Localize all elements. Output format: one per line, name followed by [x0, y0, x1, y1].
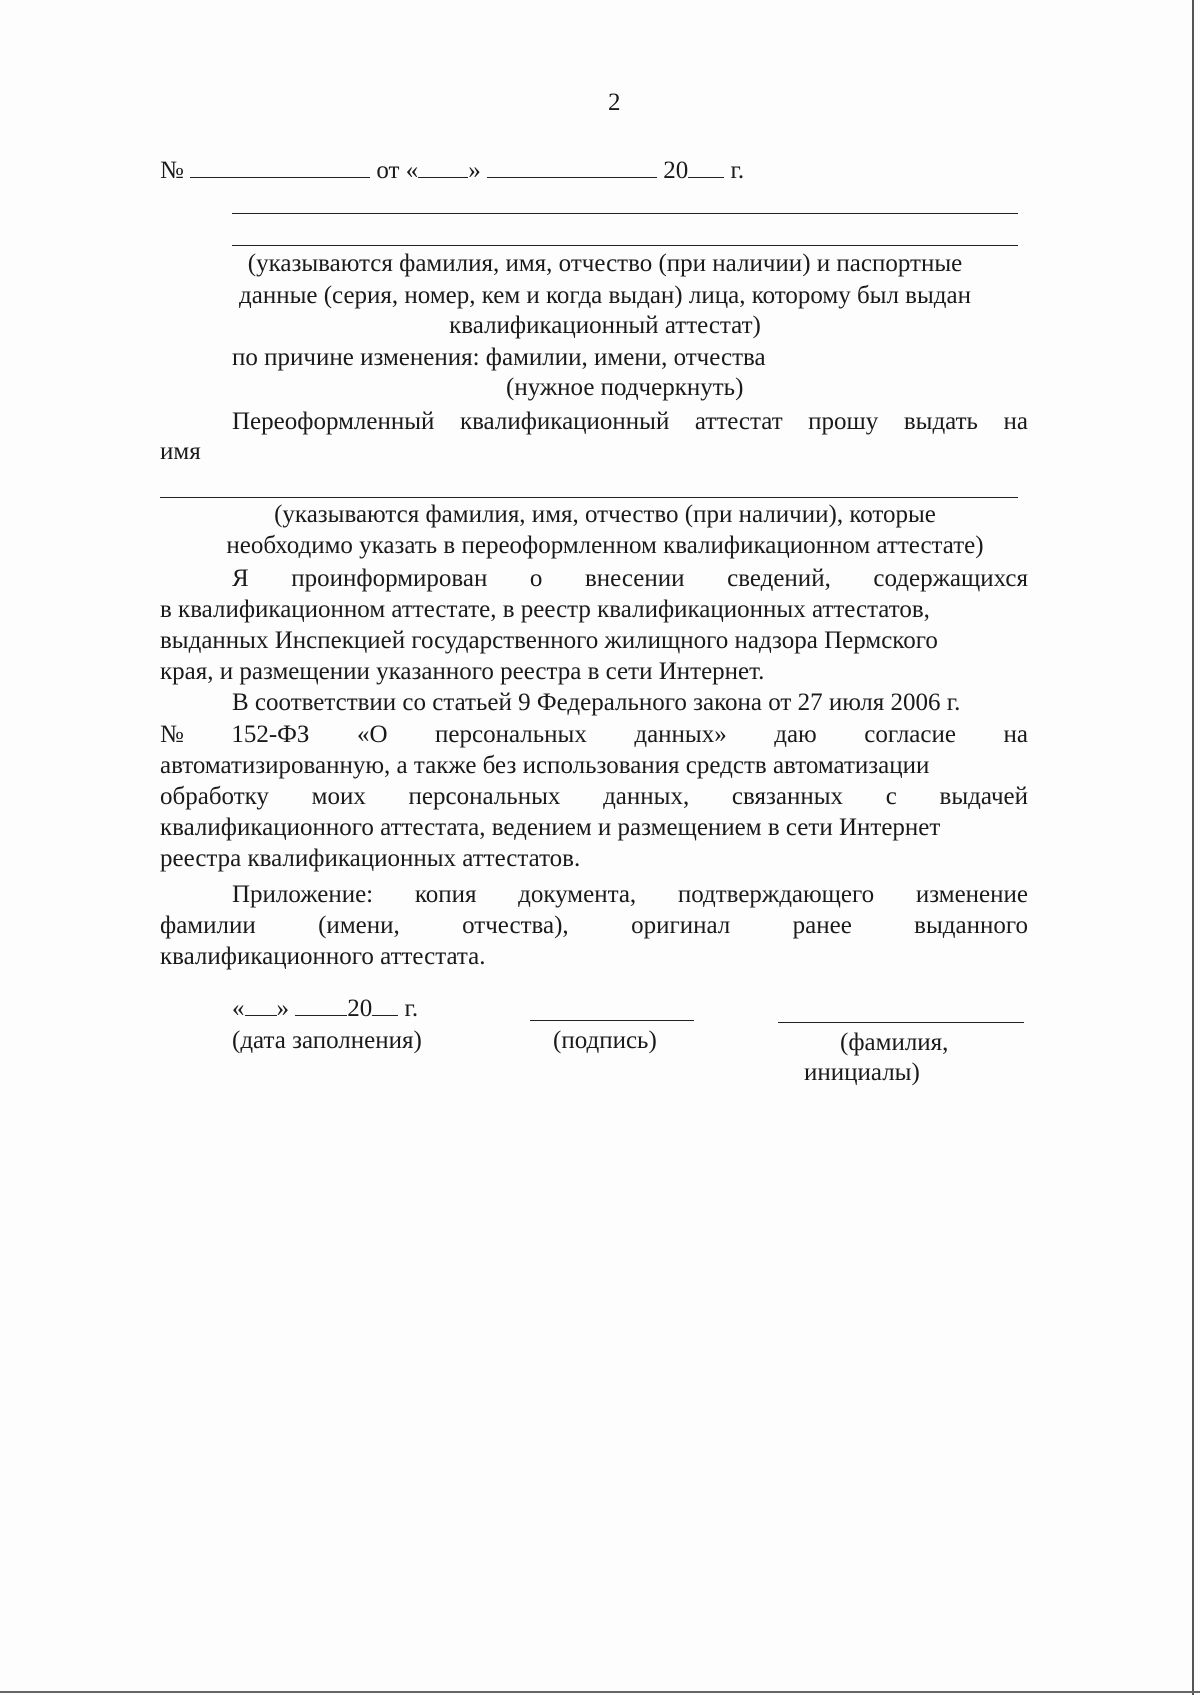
word: данных» — [634, 721, 727, 748]
year-suffix: г. — [404, 995, 419, 1022]
word: Переоформленный — [232, 408, 435, 435]
scan-edge-right — [1192, 0, 1194, 1695]
word: выдать — [903, 408, 978, 435]
word: копия — [414, 881, 477, 908]
name-label-line-2: инициалы) — [804, 1059, 920, 1086]
year-blank — [688, 155, 724, 178]
word: 152-ФЗ — [231, 721, 310, 748]
consent-line-1: В соответствии со статьей 9 Федерального закона от 27 июля 2006 г. — [232, 689, 961, 716]
word: оригинал — [631, 912, 731, 939]
year-prefix: 20 — [663, 157, 689, 184]
consent-line-3: автоматизированную, а также без использования средств автоматизации — [160, 752, 930, 779]
word: данных, — [603, 783, 690, 810]
name-label-line-1: (фамилия, — [840, 1029, 949, 1056]
word: с — [885, 783, 897, 810]
word: внесении — [584, 565, 685, 592]
consent-line-5: квалификационного аттестата, ведением и размещением в сети Интернет — [160, 814, 941, 841]
applicant-caption-line-1: (указываются фамилия, имя, отчество (при наличии) и паспортные — [247, 250, 963, 277]
applicant-line-1 — [232, 213, 1018, 214]
word: Приложение: — [232, 881, 374, 908]
word: сведений, — [727, 565, 831, 592]
word: о — [529, 565, 543, 592]
new-name-line — [160, 497, 1018, 498]
from-prefix: от « — [376, 157, 419, 184]
full-name-line — [778, 1022, 1024, 1023]
applicant-caption-line-3: квалификационный аттестат) — [449, 312, 761, 339]
fill-month-blank — [295, 993, 347, 1016]
informed-line-2: в квалификационном аттестате, в реестр квалификационных аттестатов, — [160, 596, 930, 623]
informed-line-1 — [232, 564, 1028, 594]
fill-date-line — [232, 993, 418, 1024]
word: проинформирован — [291, 565, 488, 592]
word: персональных — [435, 721, 587, 748]
attachment-line-3: квалификационного аттестата. — [160, 943, 486, 970]
word: связанных — [731, 783, 844, 810]
fill-year-blank — [372, 993, 398, 1016]
word: квалификационный — [459, 408, 670, 435]
page-number: 2 — [608, 89, 621, 116]
date-label: (дата заполнения) — [232, 1027, 422, 1054]
attachment-line-2 — [160, 911, 1028, 941]
new-name-caption-line-2: необходимо указать в переоформленном квалификационном аттестате) — [226, 532, 984, 559]
word: согласие — [864, 721, 956, 748]
signature-line — [530, 1020, 694, 1021]
word: прошу — [808, 408, 879, 435]
year-suffix: г. — [730, 157, 745, 184]
reissue-line-2: имя — [160, 438, 201, 465]
word: содержащихся — [873, 565, 1028, 592]
word: персональных — [408, 783, 561, 810]
word: документа, — [518, 881, 637, 908]
consent-line-2 — [160, 720, 1028, 750]
year-prefix: 20 — [347, 995, 373, 1022]
word: на — [1003, 721, 1028, 748]
consent-line-6: реестра квалификационных аттестатов. — [160, 845, 581, 872]
word: на — [1003, 408, 1028, 435]
new-name-caption-line-1: (указываются фамилия, имя, отчество (при наличии), которые — [274, 501, 936, 528]
header-line — [160, 155, 744, 186]
word: аттестат — [694, 408, 783, 435]
applicant-caption-line-2: данные (серия, номер, кем и когда выдан) лица, которому был выдан — [239, 282, 971, 309]
word: моих — [311, 783, 366, 810]
reason-text: по причине изменения: фамилии, имени, отчества — [232, 344, 766, 371]
word: Я — [232, 565, 249, 592]
word: отчества), — [462, 912, 569, 939]
reissue-line-1 — [232, 407, 1028, 437]
word: обработку — [160, 783, 269, 810]
word: № — [160, 721, 184, 748]
word: выданного — [914, 912, 1028, 939]
number-sign: № — [160, 157, 184, 184]
scan-edge-bottom — [0, 1691, 1200, 1693]
informed-line-3: выданных Инспекцией государственного жилищного надзора Пермского — [160, 627, 938, 654]
quote-close: » — [276, 995, 289, 1022]
word: выдачей — [939, 783, 1028, 810]
word: ранее — [792, 912, 852, 939]
reason-hint: (нужное подчеркнуть) — [506, 374, 744, 401]
word: даю — [774, 721, 817, 748]
month-blank — [487, 155, 657, 178]
day-blank — [418, 155, 468, 178]
word: (имени, — [318, 912, 400, 939]
fill-day-blank — [245, 993, 277, 1016]
document-number-blank — [190, 155, 370, 178]
applicant-line-2 — [232, 245, 1018, 246]
word: «О — [356, 721, 388, 748]
consent-line-4 — [160, 782, 1028, 812]
word: подтверждающего — [677, 881, 875, 908]
quote-close: » — [468, 157, 481, 184]
word: изменение — [915, 881, 1028, 908]
informed-line-4: края, и размещении указанного реестра в сети Интернет. — [160, 658, 765, 685]
signature-label: (подпись) — [553, 1027, 657, 1054]
quote-open: « — [232, 995, 245, 1022]
word: фамилии — [160, 912, 256, 939]
attachment-line-1 — [232, 880, 1028, 910]
